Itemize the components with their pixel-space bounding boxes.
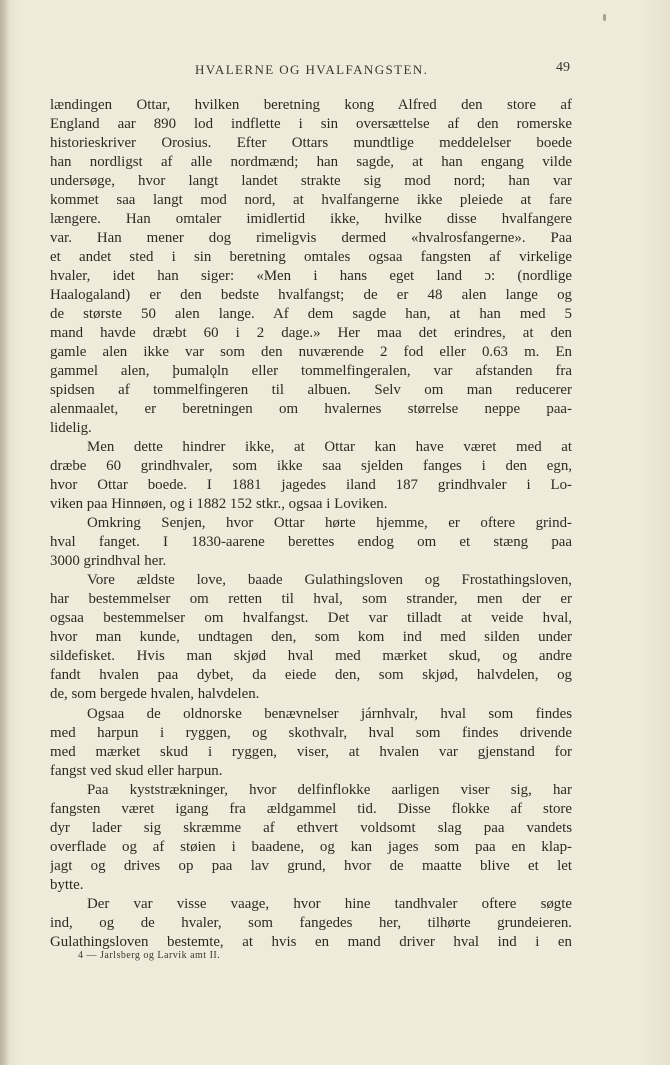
text-line: lidelig. [50, 420, 92, 437]
spine-shadow [0, 0, 10, 1065]
text-line: gamle alen ikke var som den nuværende 2 fod eller 0.63 m. En [50, 344, 572, 361]
text-line: fangst ved skud eller harpun. [50, 762, 223, 779]
text-line: med mærket skud i ryggen, viser, at hvalen var gjenstand for [50, 743, 572, 760]
text-line: mand havde dræbt 60 i 2 dage.» Her maa det erindres, at den [50, 325, 572, 342]
text-line: hvaler, idet han siger: «Men i hans eget land ɔ: (nordlige [50, 268, 572, 285]
paper-speck [603, 14, 606, 21]
text-line: undersøge, hvor langt landet strakte sig mod nord; han var [50, 173, 572, 190]
text-line: har bestemmelser om retten til hval, som strander, men der er [50, 591, 572, 608]
text-line: hvor man kunde, undtagen den, som kom ind med silden under [50, 629, 572, 646]
text-line: viken paa Hinnøen, og i 1882 152 stkr., ogsaa i Loviken. [50, 496, 388, 513]
text-line: alenmaalet, er beretningen om hvalernes størrelse neppe paa- [50, 401, 572, 418]
text-line: 3000 grindhval her. [50, 553, 167, 570]
signature-line: 4 — Jarlsberg og Larvik amt II. [78, 950, 221, 961]
text-line: de, som bergede hvalen, halvdelen. [50, 686, 260, 703]
text-line: Gulathingsloven bestemte, at hvis en mand driver hval ind i en [50, 933, 572, 950]
text-line: ind, og de hvaler, som fangedes her, tilhørte grundeieren. [50, 914, 572, 931]
text-line: ogsaa bestemmelser om hvalfangst. Det var tilladt at veide hval, [50, 610, 572, 627]
text-line: overflade og af støien i baadene, og kan jages som paa en klap- [50, 838, 572, 855]
text-line: Haalogaland) er den bedste hvalfangst; de er 48 alen lange og [50, 287, 572, 304]
text-line: Der var visse vaage, hvor hine tandhvaler oftere søgte [87, 895, 572, 912]
text-line: længere. Han omtaler imidlertid ikke, hvilke disse hvalfangere [50, 211, 572, 228]
text-line: Paa kyststrækninger, hvor delfinflokke aarligen viser sig, har [87, 781, 572, 798]
text-line: dræbe 60 grindhvaler, som ikke saa sjelden fanges i den egn, [50, 458, 572, 475]
text-line: gammel alen, þumalǫln eller tommelfingeralen, var afstanden fra [50, 363, 572, 380]
body-text [50, 96, 572, 952]
text-line: kommet saa langt mod nord, at hvalfangerne ikke pleiede at fare [50, 192, 572, 209]
text-line: var. Han mener dog rimeligvis dermed «hvalrosfangerne». Paa [50, 230, 572, 247]
text-line: dyr lader sig skræmme af ethvert voldsomt slag paa vandets [50, 819, 572, 836]
text-line: spidsen af tommelfingeren til albuen. Selv om man reducerer [50, 382, 572, 399]
text-line: sildefisket. Hvis man skjød hval med mærket skud, og andre [50, 648, 572, 665]
text-line: fandt hvalen paa dybet, da eiede den, som skjød, halvdelen, og [50, 667, 572, 684]
text-line: bytte. [50, 876, 84, 893]
text-line: Men dette hindrer ikke, at Ottar kan have været med at [87, 439, 572, 456]
text-line: England aar 890 lod indflette i sin oversættelse af den romerske [50, 116, 572, 133]
text-line: Ogsaa de oldnorske benævnelser járnhvalr, hval som findes [87, 705, 572, 722]
text-line: lændingen Ottar, hvilken beretning kong Alfred den store af [50, 97, 572, 113]
page-number: 49 [556, 60, 570, 75]
text-line: med harpun i ryggen, og skothvalr, hval som findes drivende [50, 724, 572, 741]
text-line: jagt og drives op paa lav grund, hvor de maatte blive et let [50, 857, 572, 874]
text-line: fangsten været igang fra ældgammel tid. Disse flokke af store [50, 800, 572, 817]
text-line: historieskriver Orosius. Efter Ottars mundtlige meddelelser boede [50, 135, 572, 152]
running-head: HVALERNE OG HVALFANGSTEN. [195, 62, 429, 77]
text-line: Vore ældste love, baade Gulathingsloven og Frostathingsloven, [87, 572, 572, 589]
text-line: et andet sted i sin beretning omtales ogsaa fangsten af virkelige [50, 249, 572, 266]
text-line: hval fanget. I 1830-aarene berettes endog om et stæng paa [50, 534, 572, 551]
text-line: Omkring Senjen, hvor Ottar hørte hjemme, er oftere grind- [87, 515, 572, 532]
text-line: han nordligst af alle nordmænd; han sagde, at han engang vilde [50, 154, 572, 171]
text-line: de største 50 alen lange. Af dem sagde han, at han med 5 [50, 306, 572, 323]
text-line: hvor Ottar boede. I 1881 jagedes iland 187 grindhvaler i Lo- [50, 477, 572, 494]
